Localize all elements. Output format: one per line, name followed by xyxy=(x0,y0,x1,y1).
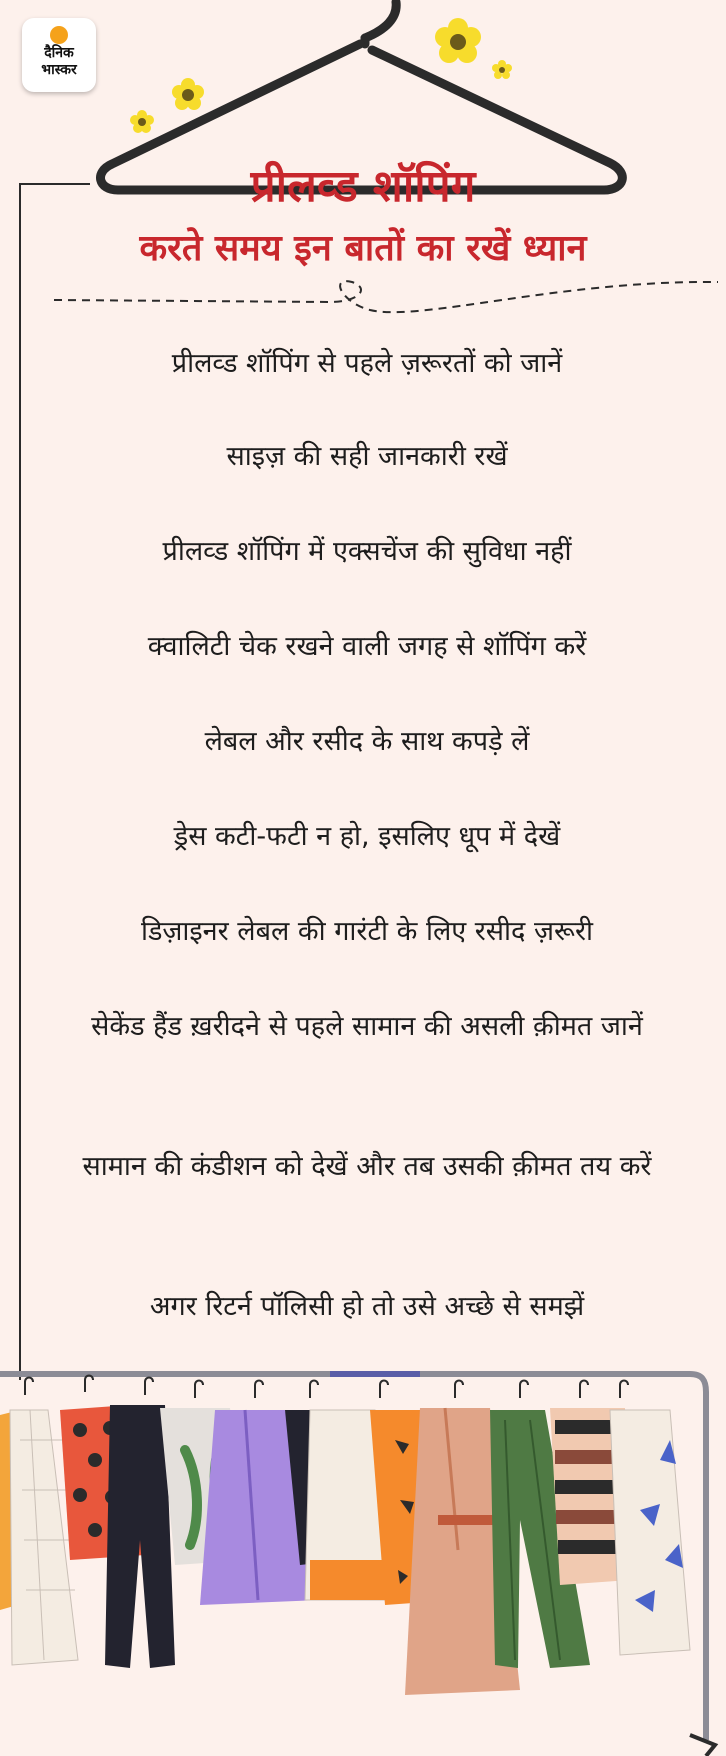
flower-icon xyxy=(130,18,512,133)
tip-item: प्रीलव्ड शॉपिंग से पहले ज़रूरतों को जानें xyxy=(171,348,563,379)
logo-line-2: भास्कर xyxy=(41,62,77,78)
tip-item: डिज़ाइनर लेबल की गारंटी के लिए रसीद ज़रूरी xyxy=(140,916,594,947)
tip-item: सामान की कंडीशन को देखें और तब उसकी क़ीमत तय करें xyxy=(82,1151,652,1182)
brand-logo xyxy=(22,18,96,92)
dashed-divider xyxy=(54,281,718,312)
tip-item: अगर रिटर्न पॉलिसी हो तो उसे अच्छे से समझें xyxy=(149,1291,585,1322)
logo-line-1: दैनिक xyxy=(44,45,74,61)
page-subtitle: करते समय इन बातों का रखें ध्यान xyxy=(139,228,587,269)
clothes-rack-illustration xyxy=(0,1374,715,1756)
logo-sun-icon xyxy=(50,26,68,44)
tip-item: लेबल और रसीद के साथ कपड़े लें xyxy=(204,726,530,757)
page-title: प्रीलव्ड शॉपिंग xyxy=(250,161,476,212)
tip-item: क्वालिटी चेक रखने वाली जगह से शॉपिंग करें xyxy=(147,631,587,662)
tip-item: साइज़ की सही जानकारी रखें xyxy=(226,441,508,472)
tip-item: प्रीलव्ड शॉपिंग में एक्सचेंज की सुविधा नहीं xyxy=(162,536,572,567)
tip-item: सेकेंड हैंड ख़रीदने से पहले सामान की असली क़ीमत जानें xyxy=(91,1011,643,1042)
tip-item: ड्रेस कटी-फटी न हो, इसलिए धूप में देखें xyxy=(173,821,561,852)
